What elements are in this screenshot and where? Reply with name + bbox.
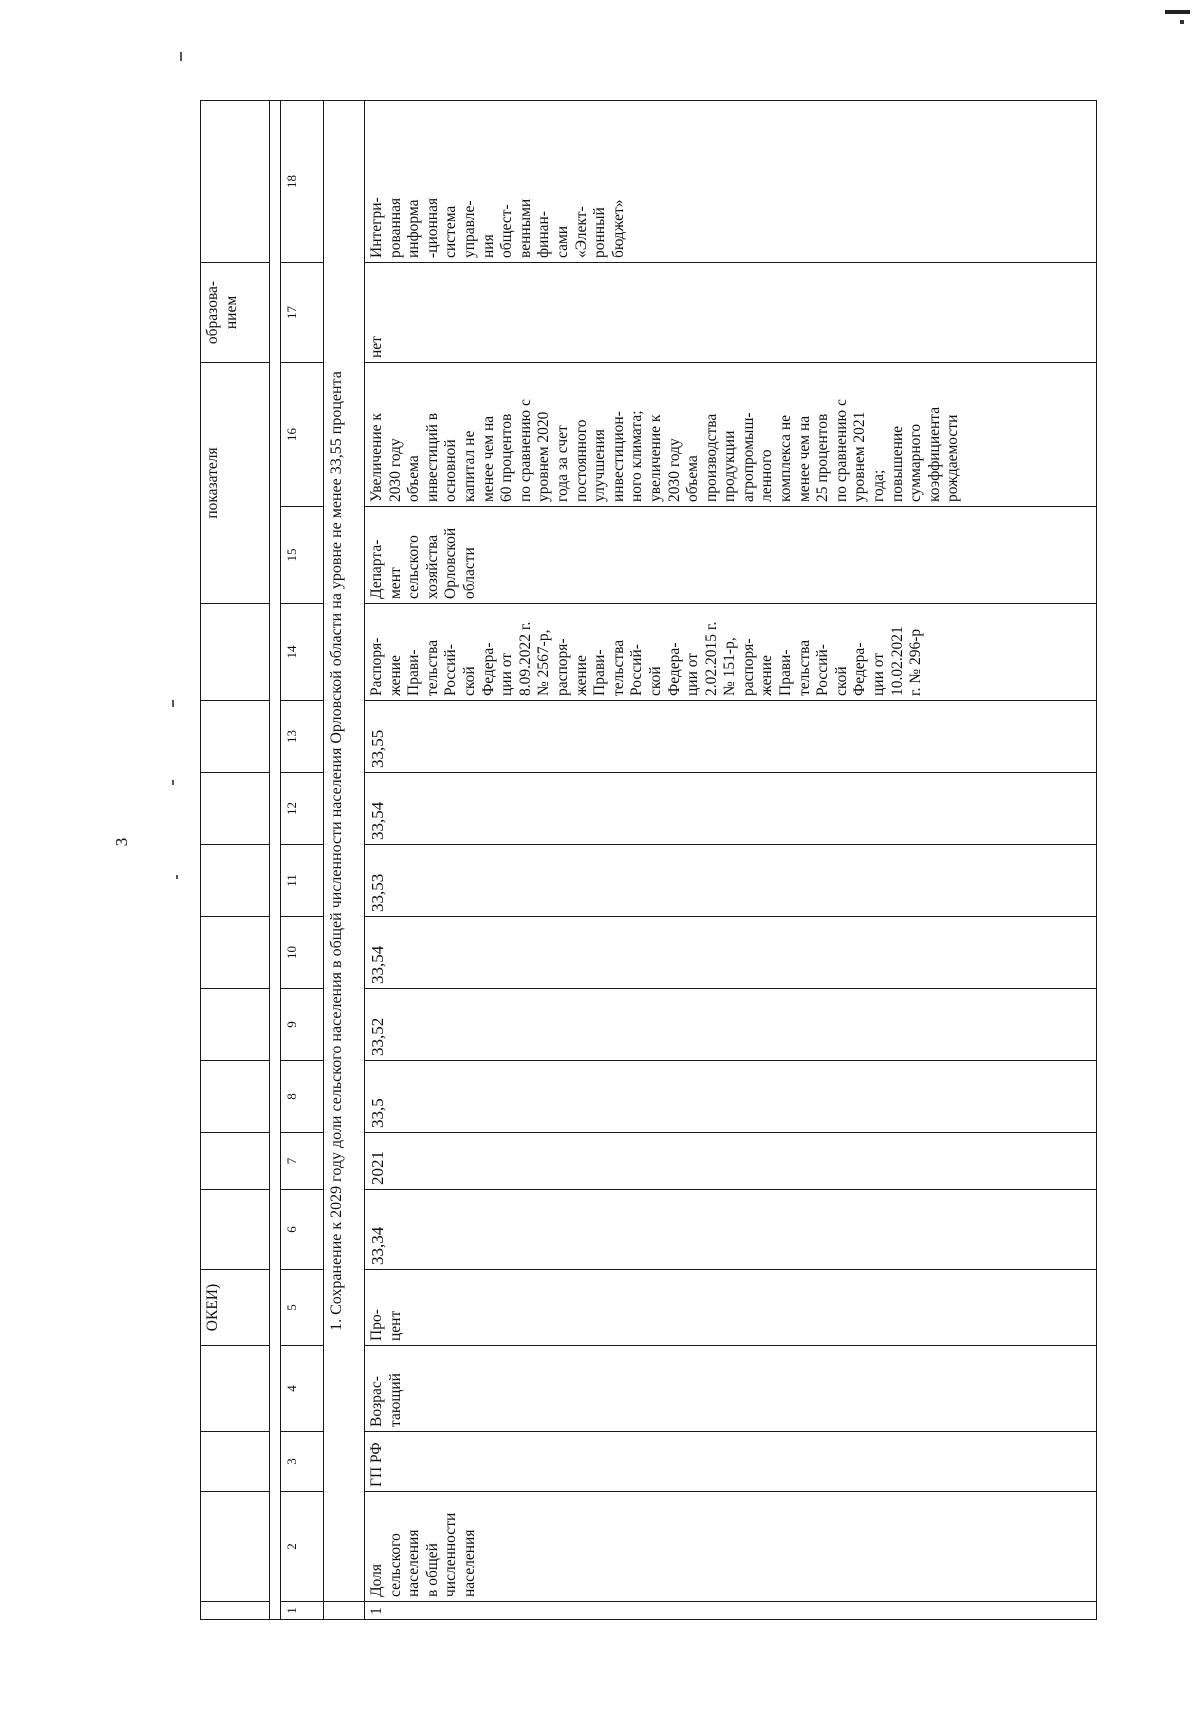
- cell-line: -ционная: [423, 197, 441, 258]
- cell-line: Департа-: [368, 539, 385, 599]
- scan-speck: [172, 780, 174, 785]
- cell-line: продукции: [721, 430, 739, 502]
- cell-line: тельства: [795, 639, 813, 696]
- cell-line: 25 процентов: [814, 413, 832, 502]
- cell-line: г. № 296-р: [907, 628, 925, 696]
- cell-line: жение: [386, 655, 404, 696]
- cell-line: 2030 году: [665, 438, 683, 502]
- indicator-table: [200, 100, 1097, 1620]
- column-number: 13: [281, 701, 324, 773]
- page-number: 3: [112, 837, 131, 847]
- column-number: 4: [281, 1346, 324, 1432]
- cell-line: ской: [646, 666, 664, 696]
- column-number: 17: [281, 263, 324, 363]
- column-number: 2: [281, 1492, 324, 1602]
- cell-line: года;: [870, 469, 888, 502]
- cell-line: хозяйства: [423, 534, 441, 599]
- cell-line: цент: [386, 1310, 404, 1341]
- value-col-12: 33,54: [365, 773, 1097, 845]
- cell-line: года за счет: [553, 425, 571, 502]
- info-system: [365, 101, 1097, 263]
- cell-line: мент: [386, 567, 404, 599]
- scan-speck: [176, 875, 178, 879]
- cell-line: основной: [442, 439, 460, 502]
- column-number: 11: [281, 845, 324, 917]
- cell-line: рованная: [386, 197, 404, 258]
- value-col-9: 33,52: [365, 989, 1097, 1061]
- cell-line: 2030 году: [386, 438, 404, 502]
- cell-line: ного климата;: [628, 410, 646, 502]
- rotated-table-wrapper: [200, 100, 1080, 1620]
- header-education: образова- нием: [201, 263, 270, 363]
- cell-line: объема: [684, 455, 702, 502]
- cell-line: Россий-: [814, 644, 832, 696]
- section-title: 1. Сохранение к 2029 году доли сельского населения в общей численности населения Орловской области на уровне не менее 33,55 процента: [324, 101, 365, 1602]
- column-number: 7: [281, 1133, 324, 1190]
- cell-line: ции от: [498, 652, 516, 696]
- cell-line: комплекса не: [777, 414, 795, 502]
- column-number: 9: [281, 989, 324, 1061]
- column-number: 15: [281, 507, 324, 604]
- cell-line: ской: [832, 666, 850, 696]
- cell-line: ленного: [758, 449, 776, 502]
- cell-line: уровнем 2021: [851, 411, 869, 502]
- cell-line: Увеличение к: [368, 413, 385, 502]
- cell-line: объема: [405, 455, 423, 502]
- cell-line: 60 процентов: [498, 413, 516, 502]
- cell-line: сельского: [405, 535, 423, 599]
- column-number: 16: [281, 363, 324, 507]
- cell-line: Россий-: [442, 644, 460, 696]
- cell-line: Доля: [368, 1564, 385, 1597]
- cell-line: суммарного: [907, 423, 925, 502]
- cell-line: Распоря-: [368, 637, 385, 696]
- section-row: [324, 101, 365, 1620]
- cell-line: управле-: [460, 200, 478, 258]
- value-col-8: 33,5: [365, 1061, 1097, 1133]
- row-number: 1: [365, 1602, 1097, 1620]
- column-number: 18: [281, 101, 324, 263]
- cell-line: увеличение к: [646, 414, 664, 502]
- cell-line: ции от: [684, 652, 702, 696]
- legal-basis: [365, 604, 1097, 701]
- program-level: ГП РФ: [365, 1432, 1097, 1492]
- header-indicator: показателя: [201, 363, 270, 604]
- cell-line: агропромыш-: [739, 412, 757, 502]
- cell-line: финан-: [535, 211, 553, 258]
- cell-line: № 151-р,: [721, 637, 739, 696]
- value-col-11: 33,53: [365, 845, 1097, 917]
- cell-line: тельства: [423, 639, 441, 696]
- cell-line: уровнем 2020: [535, 411, 553, 502]
- scan-dot: [1180, 20, 1184, 24]
- indicator-name: [365, 1492, 1097, 1602]
- cell-line: Интегри-: [368, 197, 385, 258]
- cell-line: инвестицион-: [609, 411, 627, 502]
- cell-line: 2.02.2015 г.: [702, 621, 720, 696]
- cell-line: по сравнению с: [516, 399, 534, 502]
- cell-line: области: [460, 547, 478, 599]
- cell-line: капитал не: [460, 430, 478, 502]
- header-okei: ОКЕИ): [201, 1270, 270, 1346]
- cell-line: производства: [702, 413, 720, 502]
- cell-line: Федера-: [665, 642, 683, 696]
- scan-mark: [1165, 10, 1190, 14]
- cell-line: 10.02.2021: [888, 626, 906, 696]
- cell-line: жение: [758, 655, 776, 696]
- cell-line: ронный: [591, 207, 609, 258]
- cell-line: ния: [479, 234, 497, 258]
- cell-line: венными: [516, 198, 534, 258]
- cell-line: распоря-: [739, 638, 757, 696]
- column-number: 10: [281, 917, 324, 989]
- cell-line: повышение: [888, 425, 906, 502]
- cell-line: населения: [405, 1529, 423, 1597]
- value-col-10: 33,54: [365, 917, 1097, 989]
- cell-line: по сравнению с: [832, 399, 850, 502]
- scan-speck: [172, 700, 174, 707]
- responsible-body: [365, 507, 1097, 604]
- column-number: 5: [281, 1270, 324, 1346]
- cell-line: Прави-: [405, 649, 423, 696]
- cell-line: инвестиций в: [423, 412, 441, 502]
- cell-line: Федера-: [851, 642, 869, 696]
- cell-line: Федера-: [479, 642, 497, 696]
- column-number: 3: [281, 1432, 324, 1492]
- cell-line: распоря-: [553, 638, 571, 696]
- base-value: 33,34: [365, 1190, 1097, 1270]
- cell-line: Орловской: [442, 527, 460, 599]
- cell-line: постоянного: [572, 419, 590, 502]
- cell-line: система: [442, 205, 460, 258]
- value-col-13: 33,55: [365, 701, 1097, 773]
- column-number: 14: [281, 604, 324, 701]
- cell-line: улучшения: [591, 429, 609, 502]
- education-link: нет: [365, 263, 1097, 363]
- cell-line: в общей: [423, 1543, 441, 1597]
- cell-line: 8.09.2022 г.: [516, 621, 534, 696]
- cell-line: численности: [442, 1512, 460, 1597]
- cell-line: менее чем на: [795, 415, 813, 502]
- cell-line: Про-: [368, 1309, 385, 1341]
- cell-line: населения: [460, 1529, 478, 1597]
- national-goal-link: [365, 363, 1097, 507]
- column-number-row: [281, 101, 324, 1620]
- cell-line: рождаемости: [944, 414, 962, 502]
- unit: [365, 1270, 1097, 1346]
- cell-line: Прави-: [777, 649, 795, 696]
- cell-line: сами: [553, 225, 571, 258]
- column-number: 6: [281, 1190, 324, 1270]
- trend-type: [365, 1346, 1097, 1432]
- header-fragment-row: [201, 101, 270, 1620]
- column-number: 12: [281, 773, 324, 845]
- cell-line: Возрас-: [368, 1376, 385, 1427]
- cell-line: Россий-: [628, 644, 646, 696]
- column-number: 8: [281, 1061, 324, 1133]
- column-number: 1: [281, 1602, 324, 1620]
- cell-line: № 2567-р,: [535, 629, 553, 696]
- cell-line: ции от: [870, 652, 888, 696]
- cell-line: бюджет»: [609, 199, 627, 258]
- scan-speck: [180, 52, 182, 61]
- cell-line: Прави-: [591, 649, 609, 696]
- base-year: 2021: [365, 1133, 1097, 1190]
- cell-line: менее чем на: [479, 415, 497, 502]
- cell-line: общест-: [498, 204, 516, 258]
- cell-line: сельского: [386, 1533, 404, 1597]
- cell-line: тельства: [609, 639, 627, 696]
- cell-line: жение: [572, 655, 590, 696]
- cell-line: ской: [460, 666, 478, 696]
- cell-line: информа: [405, 199, 423, 258]
- table-row: [365, 101, 1097, 1620]
- cell-line: «Элект-: [572, 206, 590, 258]
- cell-line: коэффициента: [925, 406, 943, 502]
- cell-line: тающий: [386, 1373, 404, 1427]
